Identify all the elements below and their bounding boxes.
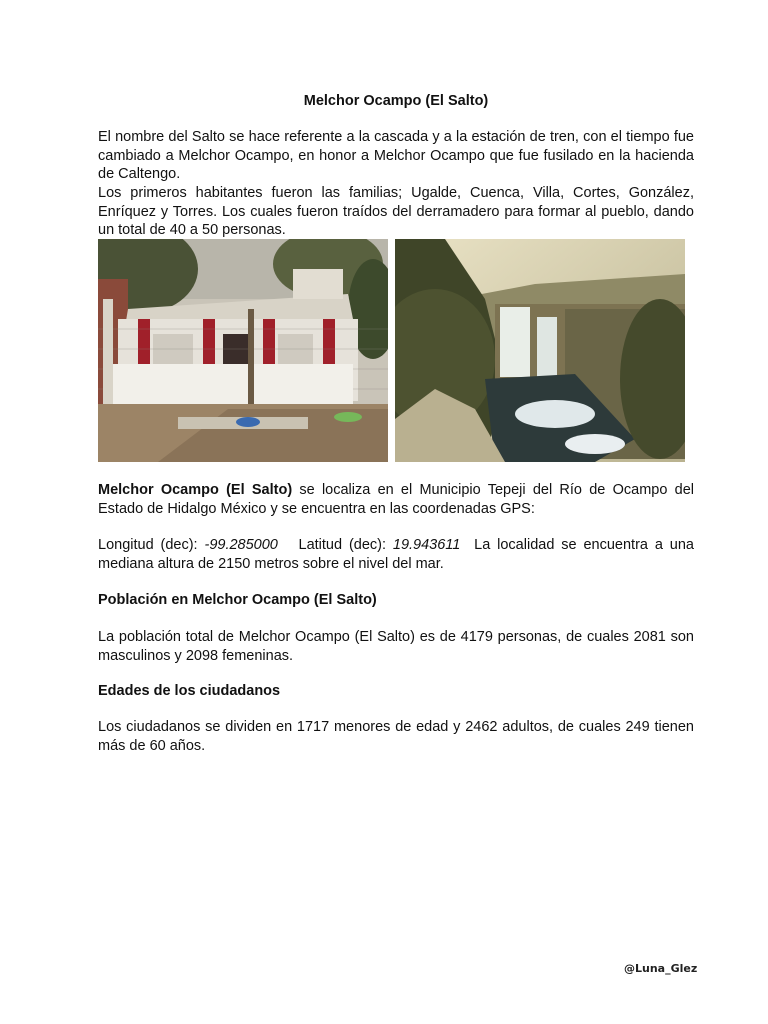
latitude-value: 19.943611 (392, 537, 461, 553)
coordinates-paragraph (98, 536, 699, 573)
longitude-value: -99.285000 (204, 537, 278, 553)
author-credit: @Luna_Glez (624, 962, 698, 975)
photo-row (98, 239, 686, 463)
location-text: se localiza en el Municipio Tepeji del Río de Ocampo del Estado de Hidalgo México y se encuentra en las coordenadas GPS: (98, 482, 695, 517)
population-heading: Población en Melchor Ocampo (El Salto) (98, 592, 377, 608)
location-paragraph (98, 481, 694, 518)
ages-paragraph: Los ciudadanos se dividen en 1717 menores de edad y 2462 adultos, de cuales 249 tienen más de 60 años. (98, 719, 694, 754)
waterfall-photo (395, 239, 685, 462)
population-paragraph: La población total de Melchor Ocampo (El Salto) es de 4179 personas, de cuales 2081 son masculinos y 2098 femeninas. (98, 629, 694, 664)
intro-paragraph: El nombre del Salto se hace referente a la cascada y a la estación de tren, con el tiempo fue cambiado a Melchor Ocampo, en honor a Melchor Ocampo que fue fusilado en la hacienda de Caltengo. (98, 129, 694, 182)
ages-heading: Edades de los ciudadanos (98, 683, 281, 699)
families-paragraph: Los primeros habitantes fueron las familias; Ugalde, Cuenca, Villa, Cortes, González, Enríquez y Torres. Los cuales fueron traídos del derramadero para formar al pueblo, dando un total de 40 a 50 personas. (98, 185, 694, 238)
house-photo (98, 239, 388, 462)
location-name: Melchor Ocampo (El Salto) (98, 482, 293, 498)
altitude-text: La localidad se encuentra a una mediana altura de 2150 metros sobre el nivel del mar. (98, 537, 699, 572)
longitude-label: Longitud (dec): (98, 537, 205, 553)
page-title: Melchor Ocampo (El Salto) (303, 93, 489, 109)
latitude-label: Latitud (dec): (277, 537, 393, 553)
